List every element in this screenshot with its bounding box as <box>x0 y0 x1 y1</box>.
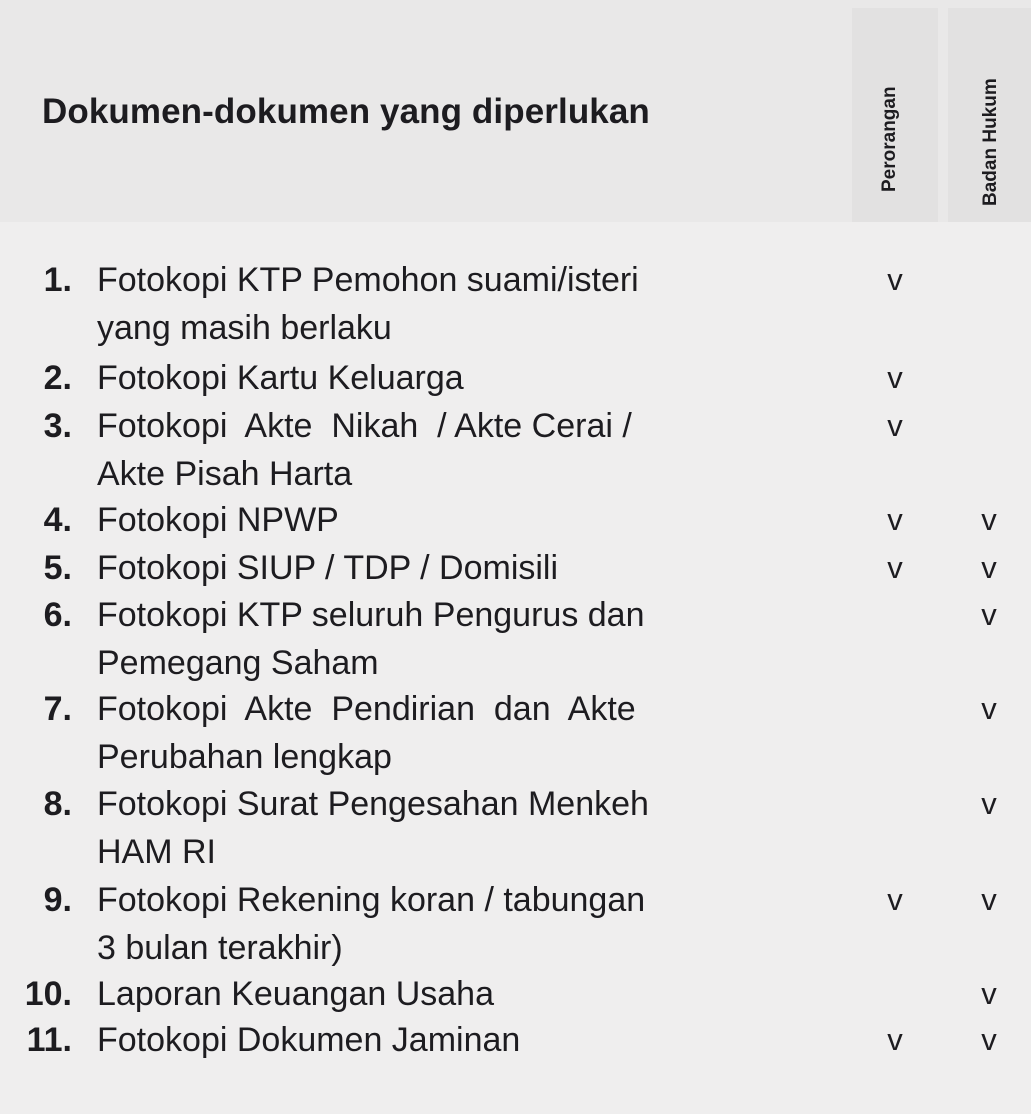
list-item-text: Fotokopi Rekening koran / tabungan 3 bulan terakhir) <box>97 881 646 967</box>
page-title: Dokumen-dokumen yang diperlukan <box>42 92 650 131</box>
list-item-number: 5. <box>43 549 72 587</box>
badan-hukum-check-mark: v <box>981 1022 997 1057</box>
list-item-number: 8. <box>43 785 72 823</box>
perorangan-check-mark: v <box>887 262 903 297</box>
badan-hukum-check-mark: v <box>981 597 997 632</box>
perorangan-check-mark: v <box>887 550 903 585</box>
badan-hukum-check-mark: v <box>981 550 997 585</box>
list-item-number: 10. <box>24 975 72 1013</box>
perorangan-check-mark: v <box>887 1022 903 1057</box>
list-item-number: 9. <box>43 881 72 919</box>
list-item-number: 2. <box>43 359 72 397</box>
list-item-number: 6. <box>43 596 72 634</box>
list-item-text: Fotokopi KTP seluruh Pengurus dan Pemegang Saham <box>97 596 645 682</box>
badan-hukum-check-mark: v <box>981 976 997 1011</box>
badan-hukum-check-mark: v <box>981 691 997 726</box>
perorangan-check-mark: v <box>887 408 903 443</box>
list-item-text: Fotokopi NPWP <box>97 501 339 539</box>
list-item-text: Fotokopi Dokumen Jaminan <box>97 1021 521 1059</box>
column-header-perorangan: Perorangan <box>879 86 900 192</box>
list-item-number: 11. <box>26 1021 72 1059</box>
list-item-text: Fotokopi SIUP / TDP / Domisili <box>97 549 559 587</box>
list-item-number: 4. <box>43 501 72 539</box>
badan-hukum-check-mark: v <box>981 882 997 917</box>
badan-hukum-check-mark: v <box>981 502 997 537</box>
list-item-text: Fotokopi Akte Pendirian dan Akte Perubahan lengkap <box>97 690 636 776</box>
list-item-text: Laporan Keuangan Usaha <box>97 975 494 1013</box>
perorangan-check-mark: v <box>887 502 903 537</box>
badan-hukum-check-mark: v <box>981 786 997 821</box>
perorangan-check-mark: v <box>887 882 903 917</box>
list-item-number: 7. <box>43 690 72 728</box>
list-item-text: Fotokopi Kartu Keluarga <box>97 359 464 397</box>
list-item-number: 3. <box>43 407 72 445</box>
column-header-badan-hukum: Badan Hukum <box>980 78 1001 206</box>
list-item-text: Fotokopi Akte Nikah / Akte Cerai / Akte Pisah Harta <box>97 407 632 493</box>
list-item-text: Fotokopi KTP Pemohon suami/isteri yang masih berlaku <box>97 261 639 347</box>
list-item-text: Fotokopi Surat Pengesahan Menkeh HAM RI <box>97 785 649 871</box>
perorangan-check-mark: v <box>887 360 903 395</box>
list-item-number: 1. <box>43 261 72 299</box>
